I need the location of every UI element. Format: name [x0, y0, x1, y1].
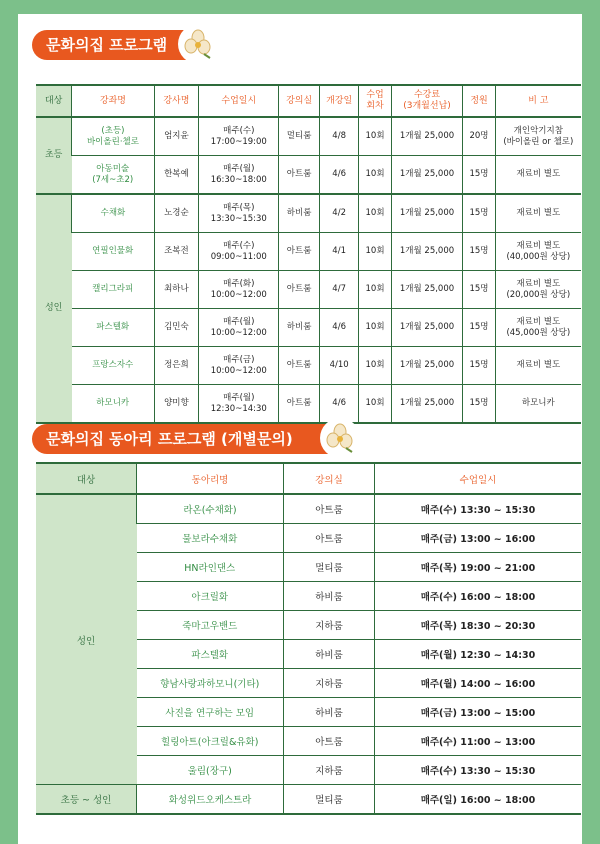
instructor: 최하나	[154, 271, 199, 309]
section2-title: 문화의집 동아리 프로그램 (개별문의)	[46, 430, 293, 448]
room: 하비룸	[279, 194, 320, 233]
start-date: 4/6	[319, 385, 359, 424]
room: 아트룸	[279, 385, 320, 424]
club-name: 향남사랑과하모니(기타)	[137, 669, 284, 698]
club-name: 물보라수채화	[137, 524, 284, 553]
sessions: 10회	[359, 309, 391, 347]
note: 하모니카	[495, 385, 581, 424]
instructor: 김민숙	[154, 309, 199, 347]
section1-banner	[32, 30, 204, 60]
capacity: 15명	[463, 309, 495, 347]
sessions: 10회	[359, 271, 391, 309]
start-date: 4/2	[319, 194, 359, 233]
header-sessions: 수업 회차	[359, 85, 391, 117]
room: 지하룸	[284, 611, 375, 640]
fee: 1개월 25,000	[391, 309, 463, 347]
table-row	[36, 347, 581, 385]
header-schedule: 수업일시	[375, 463, 582, 494]
capacity: 20명	[463, 117, 495, 156]
group-label: 초등	[36, 117, 72, 194]
fee: 1개월 25,000	[391, 271, 463, 309]
club-table-header	[36, 463, 581, 494]
capacity: 15명	[463, 194, 495, 233]
room: 아트룸	[284, 524, 375, 553]
schedule: 매주(금) 13:00 ~ 16:00	[375, 524, 582, 553]
table-row	[36, 309, 581, 347]
room: 하비룸	[284, 640, 375, 669]
table-row	[36, 785, 581, 815]
sessions: 10회	[359, 194, 391, 233]
club-name: 화성위드오케스트라	[137, 785, 284, 815]
room: 하비룸	[284, 582, 375, 611]
club-name: 라온(수채화)	[137, 494, 284, 524]
schedule: 매주(수) 09:00~11:00	[199, 233, 279, 271]
page	[18, 14, 582, 844]
room: 아트룸	[279, 156, 320, 195]
note: 개인악기지참 (바이올린 or 첼로)	[495, 117, 581, 156]
flower-icon	[178, 24, 218, 64]
program-table-header	[36, 85, 581, 117]
course-name: (초등) 바이올린·첼로	[72, 117, 154, 156]
room: 지하룸	[284, 669, 375, 698]
sessions: 10회	[359, 385, 391, 424]
note: 재료비 별도 (45,000원 상당)	[495, 309, 581, 347]
schedule: 매주(목) 13:30~15:30	[199, 194, 279, 233]
club-name: 울림(장구)	[137, 756, 284, 785]
room: 아트룸	[279, 271, 320, 309]
instructor: 노경순	[154, 194, 199, 233]
schedule: 매주(목) 18:30 ~ 20:30	[375, 611, 582, 640]
instructor: 엄지윤	[154, 117, 199, 156]
schedule: 매주(목) 19:00 ~ 21:00	[375, 553, 582, 582]
fee: 1개월 25,000	[391, 347, 463, 385]
room: 하비룸	[284, 698, 375, 727]
club-name: HN라인댄스	[137, 553, 284, 582]
schedule: 매주(금) 13:00 ~ 15:00	[375, 698, 582, 727]
flower-icon	[320, 418, 360, 458]
course-name: 하모니카	[72, 385, 154, 424]
start-date: 4/1	[319, 233, 359, 271]
club-name: 사진을 연구하는 모임	[137, 698, 284, 727]
room: 하비룸	[279, 309, 320, 347]
sessions: 10회	[359, 347, 391, 385]
header-fee: 수강료 (3개월선납)	[391, 85, 463, 117]
capacity: 15명	[463, 347, 495, 385]
room: 멀티룸	[284, 785, 375, 815]
room: 아트룸	[279, 347, 320, 385]
header-start-date: 개강일	[319, 85, 359, 117]
club-name: 힐링아트(아크릴&유화)	[137, 727, 284, 756]
fee: 1개월 25,000	[391, 233, 463, 271]
schedule: 매주(월) 12:30 ~ 14:30	[375, 640, 582, 669]
sessions: 10회	[359, 233, 391, 271]
schedule: 매주(월) 14:00 ~ 16:00	[375, 669, 582, 698]
club-table	[36, 462, 581, 815]
header-note: 비 고	[495, 85, 581, 117]
note: 재료비 별도	[495, 347, 581, 385]
instructor: 정은희	[154, 347, 199, 385]
club-name: 아크릴화	[137, 582, 284, 611]
program-table	[36, 84, 581, 424]
header-schedule: 수업일시	[199, 85, 279, 117]
group-label: 성인	[36, 494, 137, 785]
course-name: 프랑스자수	[72, 347, 154, 385]
header-room: 강의실	[279, 85, 320, 117]
instructor: 양미향	[154, 385, 199, 424]
schedule: 매주(금) 10:00~12:00	[199, 347, 279, 385]
capacity: 15명	[463, 156, 495, 195]
schedule: 매주(수) 13:30 ~ 15:30	[375, 756, 582, 785]
schedule: 매주(화) 10:00~12:00	[199, 271, 279, 309]
instructor: 한복예	[154, 156, 199, 195]
table-row	[36, 233, 581, 271]
header-room: 강의실	[284, 463, 375, 494]
course-name: 아동미술 (7세~초2)	[72, 156, 154, 195]
section1-title: 문화의집 프로그램	[46, 36, 168, 54]
header-club-name: 동아리명	[137, 463, 284, 494]
capacity: 15명	[463, 271, 495, 309]
schedule: 매주(수) 13:30 ~ 15:30	[375, 494, 582, 524]
table-row	[36, 385, 581, 424]
group-label: 초등 ~ 성인	[36, 785, 137, 815]
note: 재료비 별도 (40,000원 상당)	[495, 233, 581, 271]
start-date: 4/6	[319, 309, 359, 347]
header-capacity: 정원	[463, 85, 495, 117]
schedule: 매주(일) 16:00 ~ 18:00	[375, 785, 582, 815]
fee: 1개월 25,000	[391, 156, 463, 195]
course-name: 수채화	[72, 194, 154, 233]
room: 아트룸	[284, 727, 375, 756]
note: 재료비 별도	[495, 156, 581, 195]
table-row	[36, 117, 581, 156]
header-target: 대상	[36, 85, 72, 117]
note: 재료비 별도 (20,000원 상당)	[495, 271, 581, 309]
group-label: 성인	[36, 194, 72, 423]
table-row	[36, 156, 581, 195]
program-table-body	[36, 117, 581, 423]
fee: 1개월 25,000	[391, 194, 463, 233]
table-row	[36, 271, 581, 309]
fee: 1개월 25,000	[391, 385, 463, 424]
course-name: 파스텔화	[72, 309, 154, 347]
sessions: 10회	[359, 117, 391, 156]
club-table-body	[36, 494, 581, 814]
room: 아트룸	[279, 233, 320, 271]
start-date: 4/10	[319, 347, 359, 385]
room: 멀티룸	[284, 553, 375, 582]
schedule: 매주(수) 16:00 ~ 18:00	[375, 582, 582, 611]
room: 지하룸	[284, 756, 375, 785]
schedule: 매주(월) 10:00~12:00	[199, 309, 279, 347]
course-name: 캘리그라피	[72, 271, 154, 309]
header-instructor: 강사명	[154, 85, 199, 117]
fee: 1개월 25,000	[391, 117, 463, 156]
table-row	[36, 194, 581, 233]
schedule: 매주(월) 16:30~18:00	[199, 156, 279, 195]
club-name: 파스텔화	[137, 640, 284, 669]
schedule: 매주(수) 17:00~19:00	[199, 117, 279, 156]
section2-banner	[32, 424, 346, 454]
instructor: 조복전	[154, 233, 199, 271]
room: 멀티룸	[279, 117, 320, 156]
capacity: 15명	[463, 385, 495, 424]
schedule: 매주(월) 12:30~14:30	[199, 385, 279, 424]
header-course: 강좌명	[72, 85, 154, 117]
header-target: 대상	[36, 463, 137, 494]
room: 아트룸	[284, 494, 375, 524]
start-date: 4/6	[319, 156, 359, 195]
course-name: 연필인물화	[72, 233, 154, 271]
club-name: 죽마고우밴드	[137, 611, 284, 640]
capacity: 15명	[463, 233, 495, 271]
start-date: 4/8	[319, 117, 359, 156]
table-row	[36, 494, 581, 524]
note: 재료비 별도	[495, 194, 581, 233]
schedule: 매주(수) 11:00 ~ 13:00	[375, 727, 582, 756]
sessions: 10회	[359, 156, 391, 195]
start-date: 4/7	[319, 271, 359, 309]
